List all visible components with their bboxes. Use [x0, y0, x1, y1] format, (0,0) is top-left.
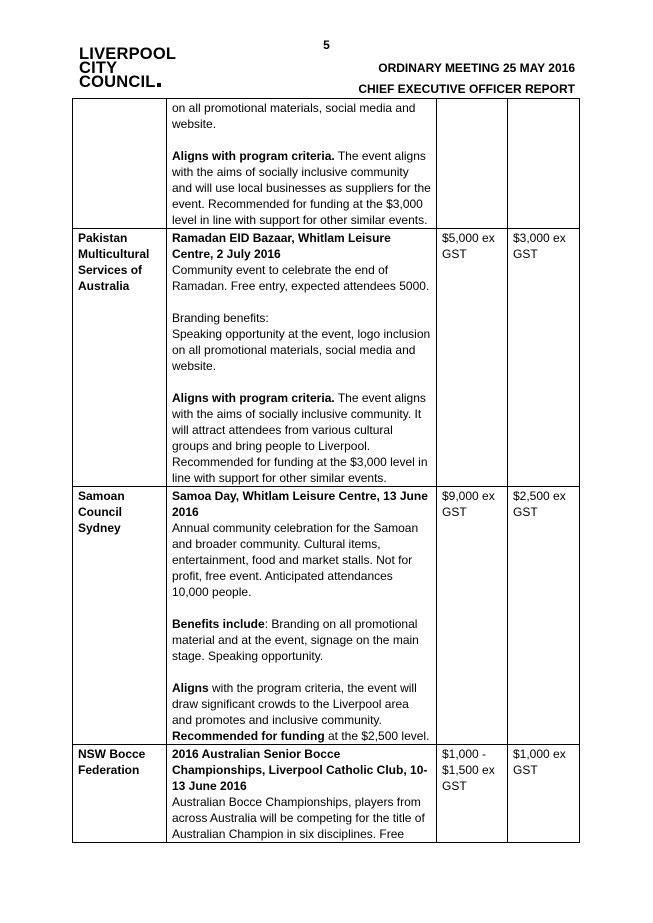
detail-paragraph: Aligns with program criteria. The event aligns with the aims of socially inclusive community. It will attract attendees from various cultural groups and bring people to Liverpool. Recommended for funding at the $3,000 level in line with support for other similar events. — [172, 391, 428, 485]
recommended-cell: $3,000 ex GST — [508, 229, 580, 487]
detail-paragraph: Annual community celebration for the Samoan and broader community. Cultural items, entertainment, food and market stalls. Not for profit, free event. Anticipated attendances 10,000 people. — [172, 521, 419, 599]
table-row — [73, 745, 580, 843]
organisation-cell: Samoan Council Sydney — [73, 487, 167, 745]
table-row — [73, 229, 580, 487]
details-cell — [167, 229, 437, 487]
detail-paragraph: Aligns with program criteria. The event aligns with the aims of socially inclusive community and will use local businesses as suppliers for the event. Recommended for funding at the $3,000 level in line with support for other similar events. — [172, 149, 431, 227]
detail-paragraph: Aligns with the program criteria, the event will draw significant crowds to the Liverpool area and promotes and inclusive community. — [172, 681, 417, 727]
requested-cell: $1,000 - $1,500 ex GST — [437, 745, 508, 843]
detail-paragraph: Speaking opportunity at the event, logo inclusion on all promotional materials, social media and website. — [172, 327, 431, 373]
organisation-cell: NSW Bocce Federation — [73, 745, 167, 843]
table-row — [73, 99, 580, 229]
logo-line: CITY — [79, 59, 118, 77]
requested-cell: $9,000 ex GST — [437, 487, 508, 745]
details-cell — [167, 99, 437, 229]
requested-cell — [437, 99, 508, 229]
event-title: 2016 Australian Senior Bocce Championships, Liverpool Catholic Club, 10-13 June 2016 — [172, 747, 428, 793]
details-cell — [167, 487, 437, 745]
event-title: Ramadan EID Bazaar, Whitlam Leisure Centre, 2 July 2016 — [172, 231, 391, 261]
council-logo — [79, 47, 176, 89]
report-title: CHIEF EXECUTIVE OFFICER REPORT — [358, 82, 575, 96]
logo-line: COUNCIL — [79, 73, 156, 91]
page-number: 5 — [323, 38, 330, 52]
details-cell — [167, 745, 437, 843]
recommended-cell — [508, 99, 580, 229]
detail-paragraph: on all promotional materials, social media and website. — [172, 101, 416, 131]
detail-paragraph: Community event to celebrate the end of Ramadan. Free entry, expected attendees 5000. — [172, 263, 430, 293]
table-row — [73, 487, 580, 745]
detail-paragraph: Australian Bocce Championships, players from across Australia will be competing for the title of Australian Champion in six disciplines. Free — [172, 795, 425, 841]
recommended-cell: $2,500 ex GST — [508, 487, 580, 745]
event-title: Samoa Day, Whitlam Leisure Centre, 13 June 2016 — [172, 489, 428, 519]
logo-line: LIVERPOOL — [79, 45, 177, 63]
detail-paragraph: Branding benefits: — [172, 311, 269, 325]
detail-paragraph: Recommended for funding at the $2,500 level. — [172, 729, 430, 743]
detail-paragraph: Benefits include: Branding on all promotional material and at the event, signage on the main stage. Speaking opportunity. — [172, 617, 419, 663]
logo-dot-icon — [157, 83, 161, 87]
organisation-cell — [73, 99, 167, 229]
requested-cell: $5,000 ex GST — [437, 229, 508, 487]
meeting-title: ORDINARY MEETING 25 MAY 2016 — [378, 61, 575, 75]
grants-table — [72, 98, 580, 843]
recommended-cell: $1,000 ex GST — [508, 745, 580, 843]
organisation-cell: Pakistan Multicultural Services of Australia — [73, 229, 167, 487]
